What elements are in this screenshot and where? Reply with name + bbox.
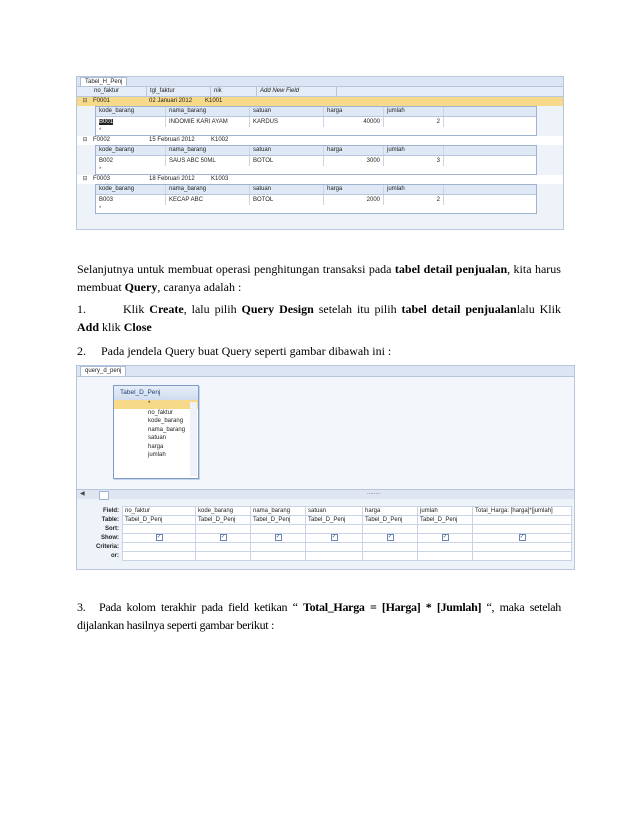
- parent-row[interactable]: [77, 97, 563, 106]
- query-design-screenshot: [76, 365, 575, 570]
- table-tab[interactable]: Tabel_H_Penj: [80, 77, 127, 86]
- cell-harga[interactable]: 40000: [324, 117, 384, 127]
- record-group: [77, 97, 563, 136]
- cell-kode-barang[interactable]: B002: [96, 156, 166, 166]
- show-checkbox[interactable]: ✓: [220, 534, 226, 540]
- text: klik: [99, 320, 124, 334]
- col-nik[interactable]: nik: [211, 87, 257, 96]
- show-checkbox[interactable]: ✓: [156, 534, 162, 540]
- bold-text: Query: [124, 280, 158, 294]
- cell-jumlah[interactable]: 3: [384, 156, 444, 166]
- cell-nama-barang[interactable]: KECAP ABC: [166, 195, 250, 205]
- text: , kita harus membuat: [77, 262, 561, 294]
- show-checkbox[interactable]: ✓: [519, 534, 525, 540]
- sub-col-harga[interactable]: harga: [324, 107, 384, 116]
- sub-col-harga[interactable]: harga: [324, 185, 384, 194]
- cell-nik: K1001: [205, 98, 223, 104]
- bold-text: Query Design: [241, 302, 314, 316]
- row-label-table: Table:: [77, 516, 123, 525]
- grid-cell-sort[interactable]: [418, 525, 473, 534]
- show-checkbox[interactable]: ✓: [331, 534, 337, 540]
- field-no-faktur[interactable]: no_faktur: [148, 409, 174, 416]
- main-table-header: [77, 87, 563, 97]
- bold-text: Add: [77, 320, 100, 334]
- row-label-criteria: Criteria:: [77, 543, 123, 552]
- collapse-icon[interactable]: ⊟: [82, 98, 88, 104]
- collapse-icon[interactable]: ⊟: [82, 176, 88, 182]
- table-row[interactable]: [96, 156, 536, 166]
- text: Pada kolom terakhir pada field ketikan “: [99, 600, 303, 614]
- table-pane: [77, 377, 574, 489]
- grid-cell-table[interactable]: Tabel_D_Penj: [123, 516, 196, 525]
- grid-cell-or[interactable]: [196, 552, 251, 561]
- grid-cell-field[interactable]: harga: [363, 507, 418, 516]
- subdatasheet: [95, 106, 537, 136]
- grid-cell-criteria[interactable]: [306, 543, 363, 552]
- query-design-grid: [77, 506, 574, 561]
- grid-row-table: [77, 516, 572, 525]
- text: , lalu pilih: [183, 302, 242, 316]
- bold-text: tabel detail penjualan: [401, 302, 517, 316]
- grid-cell-field[interactable]: nama_barang: [251, 507, 306, 516]
- cell-kode-barang[interactable]: B001: [99, 119, 114, 125]
- parent-row[interactable]: [77, 175, 563, 184]
- grid-cell-sort[interactable]: [196, 525, 251, 534]
- text: , caranya adalah :: [157, 280, 242, 294]
- horizontal-scrollbar[interactable]: [77, 489, 574, 499]
- cell-no-faktur: F0002: [93, 137, 111, 143]
- table-field-list[interactable]: [113, 385, 199, 479]
- cell-satuan[interactable]: KARDUS: [250, 117, 324, 127]
- show-checkbox[interactable]: ✓: [442, 534, 448, 540]
- col-add-new-field[interactable]: Add New Field: [257, 87, 337, 96]
- table-tab-bar: [77, 77, 563, 87]
- text: Selanjutnya untuk membuat operasi penghitungan transaksi pada: [77, 262, 395, 276]
- sub-col-nama-barang[interactable]: nama_barang: [166, 185, 250, 194]
- grid-row-criteria: [77, 543, 572, 552]
- cell-kode-barang[interactable]: B003: [96, 195, 166, 205]
- field-satuan[interactable]: satuan: [148, 435, 167, 441]
- cell-jumlah[interactable]: 2: [384, 117, 444, 127]
- field-kode-barang[interactable]: kode_barang: [148, 418, 184, 424]
- field-jumlah[interactable]: jumlah: [148, 452, 166, 458]
- row-label-or: or:: [77, 552, 123, 561]
- sub-col-jumlah[interactable]: jumlah: [384, 107, 444, 116]
- text: lalu Klik: [516, 302, 561, 316]
- parent-row[interactable]: [77, 136, 563, 145]
- grid-cell-or[interactable]: [306, 552, 363, 561]
- grid-cell-field[interactable]: satuan: [306, 507, 363, 516]
- field-nama-barang[interactable]: nama_barang: [148, 426, 186, 433]
- sub-col-kode-barang[interactable]: kode_barang: [96, 146, 166, 155]
- grid-cell-sort[interactable]: [123, 525, 196, 534]
- query-tab[interactable]: query_d_penj: [80, 366, 126, 376]
- grid-cell-sort[interactable]: [306, 525, 363, 534]
- grid-cell-field-total-harga[interactable]: Total_Harga: [harga]*[jumlah]: [473, 507, 572, 516]
- row-label-show: Show:: [77, 534, 123, 543]
- cell-tgl-faktur: 18 Februari 2012: [149, 176, 195, 182]
- grid-row-sort: [77, 525, 572, 534]
- cell-tgl-faktur: 15 Februari 2012: [149, 137, 195, 143]
- subdatasheet-header: [96, 146, 536, 156]
- text: Pada jendela Query buat Query seperti gambar dibawah ini :: [101, 344, 392, 358]
- grid-cell-criteria[interactable]: [123, 543, 196, 552]
- cell-tgl-faktur: 02 Januari 2012: [149, 98, 193, 104]
- sub-col-harga[interactable]: harga: [324, 146, 384, 155]
- subdatasheet: [95, 184, 537, 214]
- sub-col-nama-barang[interactable]: nama_barang: [166, 107, 250, 116]
- step-number: 1.: [77, 302, 86, 316]
- grid-cell-or[interactable]: [418, 552, 473, 561]
- field-all[interactable]: *: [114, 400, 198, 409]
- col-no-faktur[interactable]: no_faktur: [91, 87, 147, 96]
- step-3: [77, 598, 561, 634]
- bold-text: Create: [149, 302, 184, 316]
- collapse-icon[interactable]: ⊟: [82, 137, 88, 143]
- grid-cell-table[interactable]: Tabel_D_Penj: [363, 516, 418, 525]
- sub-col-kode-barang[interactable]: kode_barang: [96, 185, 166, 194]
- show-checkbox[interactable]: ✓: [275, 534, 281, 540]
- row-label-field: Field:: [77, 507, 123, 516]
- cell-no-faktur: F0001: [93, 98, 111, 104]
- grid-cell-sort[interactable]: [363, 525, 418, 534]
- subdatasheet-header: [96, 185, 536, 195]
- cell-nama-barang[interactable]: INDOMIE KARI AYAM: [166, 117, 250, 127]
- cell-harga[interactable]: 3000: [324, 156, 384, 166]
- grid-cell-criteria[interactable]: [196, 543, 251, 552]
- record-group: [77, 175, 563, 214]
- cell-satuan[interactable]: BOTOL: [250, 195, 324, 205]
- cell-harga[interactable]: 2000: [324, 195, 384, 205]
- grid-row-field: [77, 507, 572, 516]
- text: setelah itu pilih: [313, 302, 402, 316]
- col-tgl-faktur[interactable]: tgl_faktur: [147, 87, 211, 96]
- table-row[interactable]: [96, 195, 536, 205]
- text: Klik: [123, 302, 150, 316]
- query-tab-bar: [77, 366, 574, 377]
- step-1: [77, 300, 561, 336]
- field-harga[interactable]: harga: [148, 443, 164, 450]
- scroll-left-icon[interactable]: ◀: [80, 491, 85, 497]
- grid-cell-table[interactable]: Tabel_D_Penj: [418, 516, 473, 525]
- intro-paragraph: [77, 260, 561, 296]
- subdatasheet: [95, 145, 537, 175]
- cell-no-faktur: F0003: [93, 176, 111, 182]
- grid-cell-or[interactable]: [363, 552, 418, 561]
- row-label-sort: Sort:: [77, 525, 123, 534]
- step-number: 3.: [77, 600, 86, 614]
- cell-nik: K1003: [211, 176, 229, 182]
- sub-col-kode-barang[interactable]: kode_barang: [96, 107, 166, 116]
- scroll-thumb[interactable]: [99, 491, 109, 500]
- grid-cell-criteria[interactable]: [418, 543, 473, 552]
- table-row[interactable]: [96, 117, 536, 127]
- table-screenshot: [76, 76, 564, 230]
- splitter-handle[interactable]: ........: [367, 490, 381, 496]
- sub-col-satuan[interactable]: satuan: [250, 185, 324, 194]
- grid-cell-table[interactable]: [473, 516, 572, 525]
- grid-row-show: [77, 534, 572, 543]
- grid-cell-sort[interactable]: [473, 525, 572, 534]
- field-list-scrollbar[interactable]: [190, 402, 197, 476]
- sub-col-satuan[interactable]: satuan: [250, 107, 324, 116]
- text: “, maka setelah dijalankan hasilnya seperti gambar berikut :: [77, 600, 561, 632]
- grid-cell-sort[interactable]: [251, 525, 306, 534]
- show-checkbox[interactable]: ✓: [387, 534, 393, 540]
- step-number: 2.: [77, 344, 86, 358]
- cell-nama-barang[interactable]: SAUS ABC 50ML: [166, 156, 250, 166]
- grid-cell-table[interactable]: Tabel_D_Penj: [306, 516, 363, 525]
- sub-col-jumlah[interactable]: jumlah: [384, 146, 444, 155]
- record-group: [77, 136, 563, 175]
- sub-col-nama-barang[interactable]: nama_barang: [166, 146, 250, 155]
- grid-cell-or[interactable]: [251, 552, 306, 561]
- grid-cell-field[interactable]: no_faktur: [123, 507, 196, 516]
- grid-row-or: [77, 552, 572, 561]
- bold-text: Close: [123, 320, 152, 334]
- subdatasheet-header: [96, 107, 536, 117]
- grid-cell-field[interactable]: jumlah: [418, 507, 473, 516]
- cell-satuan[interactable]: BOTOL: [250, 156, 324, 166]
- grid-cell-or[interactable]: [123, 552, 196, 561]
- grid-cell-criteria[interactable]: [363, 543, 418, 552]
- grid-cell-or[interactable]: [473, 552, 572, 561]
- bold-text: Total_Harga = [Harga] * [Jumlah]: [303, 600, 482, 614]
- table-field-list-title[interactable]: Tabel_D_Penj: [114, 386, 198, 400]
- cell-jumlah[interactable]: 2: [384, 195, 444, 205]
- bold-text: tabel detail penjualan: [394, 262, 508, 276]
- sub-col-jumlah[interactable]: jumlah: [384, 185, 444, 194]
- new-row-marker[interactable]: *: [99, 167, 102, 173]
- sub-col-satuan[interactable]: satuan: [250, 146, 324, 155]
- grid-cell-field[interactable]: kode_barang: [196, 507, 251, 516]
- new-row-marker[interactable]: *: [99, 128, 102, 134]
- grid-cell-criteria[interactable]: [473, 543, 572, 552]
- new-row-marker[interactable]: *: [99, 206, 102, 212]
- grid-cell-table[interactable]: Tabel_D_Penj: [251, 516, 306, 525]
- grid-cell-criteria[interactable]: [251, 543, 306, 552]
- step-2: [77, 342, 561, 360]
- grid-cell-table[interactable]: Tabel_D_Penj: [196, 516, 251, 525]
- cell-nik: K1002: [211, 137, 229, 143]
